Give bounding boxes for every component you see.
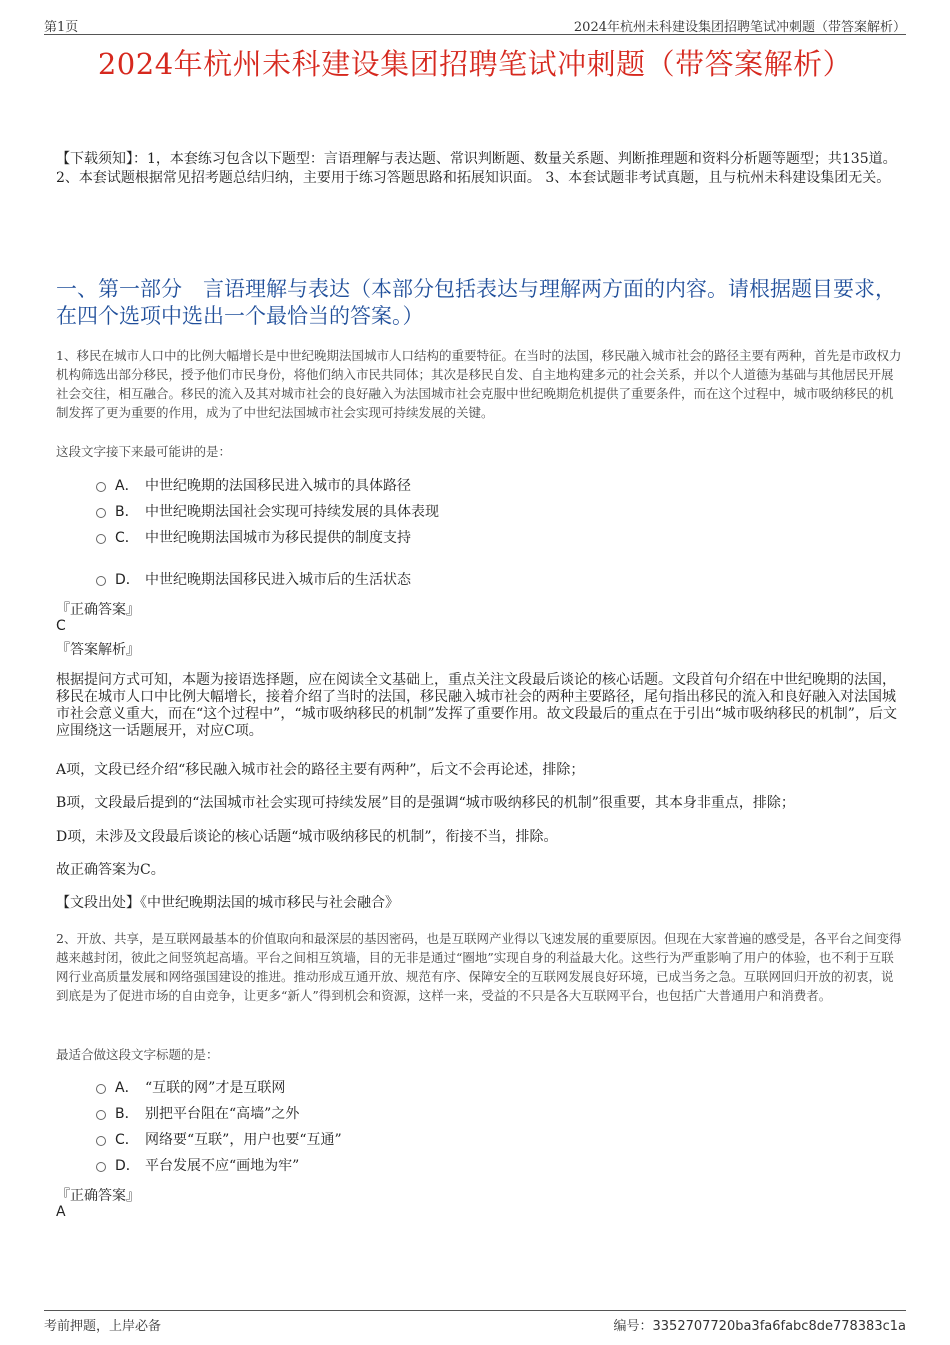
- question-2-prompt: 最适合做这段文字标题的是：: [56, 1047, 219, 1062]
- question-2-answer: A: [56, 1204, 66, 1220]
- option-text: 中世纪晚期法国城市为移民提供的制度支持: [145, 530, 411, 546]
- question-1-analysis-a: A项，文段已经介绍“移民融入城市社会的路径主要有两种”，后文不会再论述，排除；: [56, 762, 585, 778]
- page-footer: [44, 1310, 906, 1333]
- option-text: 中世纪晚期法国移民进入城市后的生活状态: [145, 572, 411, 588]
- question-1-option-d[interactable]: [96, 570, 411, 590]
- document-title: 2024年杭州未科建设集团招聘笔试冲刺题（带答案解析）: [97, 47, 853, 81]
- download-notice: 【下载须知】：1，本套练习包含以下题型：言语理解与表达题、常识判断题、数量关系题、判断推理题和资料分析题等题型；共135道。 2、本套试题根据常见招考题总结归纳，主要用于练习答题思路和拓展知识面。 3、本套试题非考试真题，且与杭州未科建设集团无关。: [56, 151, 897, 186]
- question-1-analysis-tag: 『答案解析』: [56, 642, 140, 658]
- option-letter: A．: [115, 1080, 139, 1096]
- option-letter: A．: [115, 478, 139, 494]
- option-letter: B．: [115, 504, 139, 520]
- question-1-option-b[interactable]: [96, 502, 439, 522]
- page-number: 第1页: [44, 20, 79, 35]
- question-1-analysis-d: D项，未涉及文段最后谈论的核心话题“城市吸纳移民的机制”，衔接不当，排除。: [56, 829, 558, 845]
- radio-icon[interactable]: [96, 534, 106, 544]
- option-letter: B．: [115, 1106, 139, 1122]
- question-1-answer: C: [56, 618, 66, 634]
- footer-code-block: [613, 1315, 906, 1334]
- option-letter: C．: [115, 1132, 139, 1148]
- option-text: 中世纪晚期的法国移民进入城市的具体路径: [145, 478, 411, 494]
- footer-slogan: 考前押题，上岸必备: [44, 1319, 162, 1334]
- question-1-prompt: 这段文字接下来最可能讲的是：: [56, 444, 232, 459]
- question-2-text: 2、开放、共享，是互联网最基本的价值取向和最深层的基因密码，也是互联网产业得以飞速发展的重要原因。但现在大家普遍的感受是，各平台之间变得越来越封闭，彼此之间竖筑起高墙。平台之间相互筑墙，目的无非是通过“圈地”实现自身的利益最大化。这些行为严重影响了用户的体验，也不利于互联网行业高质量发展和网络强国建设的推进。推动形成互通开放、规范有序、保障安全的互联网发展良好环境，已成当务之急。互联网回归开放的初衷，说到底是为了促进市场的自由竞争，让更多“新人”得到机会和资源，这样一来，受益的不只是各大互联网平台，也包括广大普通用户和消费者。: [56, 931, 902, 1003]
- question-1-analysis-b: B项，文段最后提到的“法国城市社会实现可持续发展”目的是强调“城市吸纳移民的机制”很重要，其本身非重点，排除；: [56, 795, 795, 811]
- radio-icon[interactable]: [96, 482, 106, 492]
- option-letter: D．: [115, 1158, 140, 1174]
- question-1-option-c[interactable]: [96, 528, 411, 548]
- question-2-option-a[interactable]: [96, 1078, 285, 1098]
- radio-icon[interactable]: [96, 1084, 106, 1094]
- option-text: 平台发展不应“画地为牢”: [145, 1158, 300, 1174]
- question-2-option-d[interactable]: [96, 1156, 299, 1176]
- header-doc-title: 2024年杭州未科建设集团招聘笔试冲刺题（带答案解析）: [573, 20, 906, 35]
- question-2-option-c[interactable]: [96, 1130, 342, 1150]
- question-1-answer-tag: 『正确答案』: [56, 602, 140, 618]
- option-letter: C．: [115, 530, 139, 546]
- footer-code-label: 编号：: [613, 1319, 653, 1334]
- option-text: 别把平台阻在“高墙”之外: [145, 1106, 300, 1122]
- page-header: [44, 14, 906, 35]
- option-text: 中世纪晚期法国社会实现可持续发展的具体表现: [145, 504, 439, 520]
- radio-icon[interactable]: [96, 1110, 106, 1120]
- option-letter: D．: [115, 572, 140, 588]
- question-1-source: 【文段出处】《中世纪晚期法国的城市移民与社会融合》: [56, 895, 399, 911]
- radio-icon[interactable]: [96, 508, 106, 518]
- question-1-analysis: 根据提问方式可知，本题为接语选择题，应在阅读全文基础上，重点关注文段最后谈论的核心话题。文段首句介绍在中世纪晚期的法国，移民在城市人口中比例大幅增长，接着介绍了当时的法国，移民融入城市社会的两种主要路径，尾句指出移民的流入和良好融入对法国城市社会意义重大，而在“这个过程中”，“城市吸纳移民的机制”发挥了重要作用。故文段最后的重点在于引出“城市吸纳移民的机制”，后文应围绕这一话题展开，对应C项。: [56, 672, 897, 739]
- question-1-conclusion: 故正确答案为C。: [56, 862, 165, 878]
- option-text: “互联的网”才是互联网: [145, 1080, 286, 1096]
- question-2-option-b[interactable]: [96, 1104, 299, 1124]
- option-text: 网络要“互联”，用户也要“互通”: [145, 1132, 342, 1148]
- radio-icon[interactable]: [96, 576, 106, 586]
- footer-code: 3352707720ba3fa6fabc8de778383c1a: [652, 1319, 906, 1334]
- question-1-text: 1、移民在城市人口中的比例大幅增长是中世纪晚期法国城市人口结构的重要特征。在当时的法国，移民融入城市社会的路径主要有两种，首先是市政权力机构筛选出部分移民，授予他们市民身份，将他们纳入市民共同体；其次是移民自发、自主地构建多元的社会关系，并以个人道德为基础与其他居民开展社会交往，相互融合。移民的流入及其对城市社会的良好融入为法国城市社会克服中世纪晚期危机提供了重要条件，而在这个过程中，城市吸纳移民的机制发挥了更为重要的作用，成为了中世纪法国城市社会实现可持续发展的关键。: [56, 348, 902, 420]
- question-2-answer-tag: 『正确答案』: [56, 1188, 140, 1204]
- radio-icon[interactable]: [96, 1136, 106, 1146]
- section-heading: 一、第一部分 言语理解与表达（本部分包括表达与理解两方面的内容。请根据题目要求，在四个选项中选出一个最恰当的答案。）: [56, 277, 896, 328]
- radio-icon[interactable]: [96, 1162, 106, 1172]
- question-1-option-a[interactable]: [96, 476, 411, 496]
